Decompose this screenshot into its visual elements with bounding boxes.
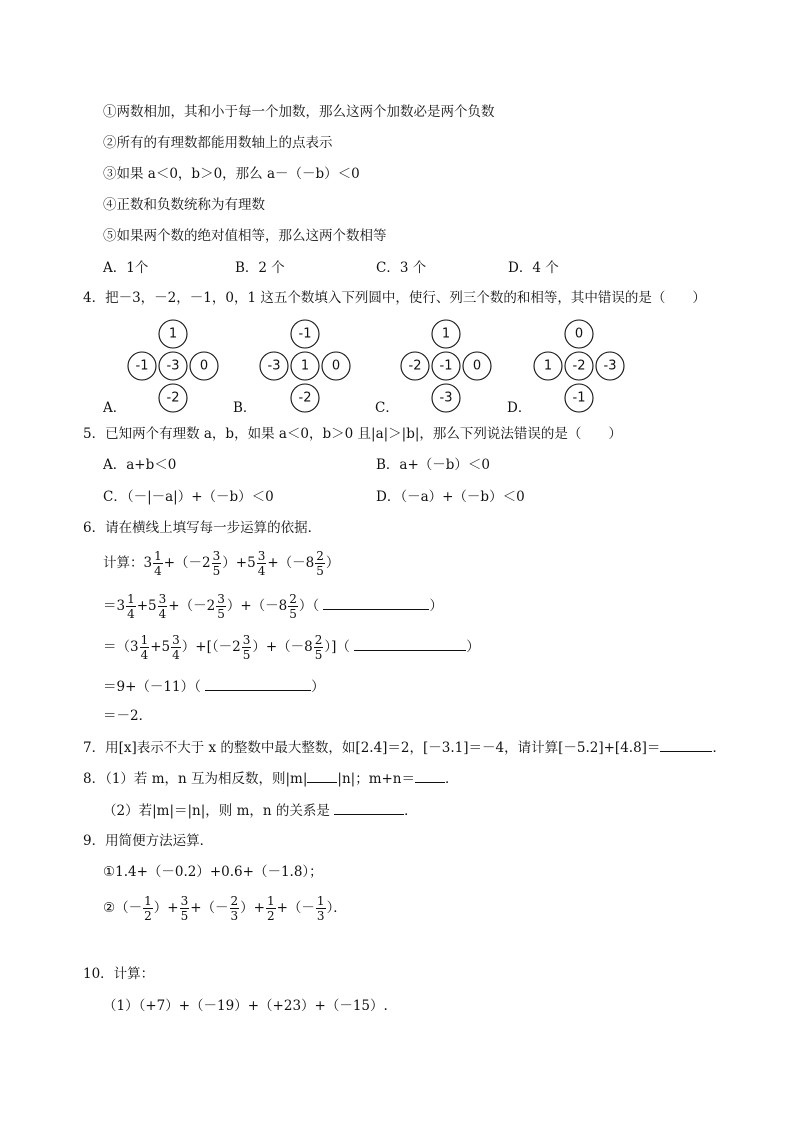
q3-option-d: D．4 个 [508, 260, 559, 276]
q8-part-2-text: （2）若|m|＝|n|，则 m，n 的关系是 [103, 803, 330, 819]
q10-item-1: （1）（+7）+（－19）+（+23）+（－15）. [103, 998, 388, 1014]
q9-stem: 9．用简便方法运算． [83, 833, 214, 849]
q4-figure-label: C． [375, 400, 399, 416]
circle-cross-diagram [258, 318, 352, 410]
q8-part-1-b: |n|；m+n＝ [337, 771, 416, 787]
svg-text:0: 0 [472, 358, 482, 374]
q5-option-c: C．（－|－a|）+（－b）＜0 [103, 489, 274, 505]
svg-text:-3: -3 [267, 358, 281, 374]
q7-blank[interactable] [660, 737, 712, 752]
svg-text:1: 1 [441, 326, 451, 342]
q8-part-1-a: 8．（1）若 m，n 互为相反数，则|m| [83, 771, 308, 787]
q8-part-2: （2）若|m|＝|n|，则 m，n 的关系是 ． [103, 800, 418, 821]
svg-text:-2: -2 [408, 358, 422, 374]
q6-step-3: ＝9+（－11）（ ） [103, 676, 325, 697]
step-3-blank[interactable] [205, 676, 311, 691]
svg-text:-1: -1 [572, 390, 586, 406]
calc-prefix: 计算： [103, 555, 144, 571]
step-2-blank[interactable] [354, 636, 466, 651]
q8-blank-1[interactable] [307, 768, 337, 783]
svg-text:0: 0 [574, 326, 584, 342]
svg-text:-3: -3 [166, 358, 180, 374]
q4-figure-label: D． [507, 400, 532, 416]
q4-figure-label: A． [103, 400, 127, 416]
q9-item-2: ②（－ $\frac{1}{2}$ ）+ $\frac{3}{5}$ +（－ $\frac{2}{3}$ ）+ $\frac{1}{2}$ +（－ $\frac{1}{3}$ ）． [103, 894, 347, 923]
q8-blank-2[interactable] [415, 768, 445, 783]
q8-blank-3[interactable] [334, 800, 404, 815]
q8-part-1: 8．（1）若 m，n 互为相反数，则|m| |n|；m+n＝ ． [83, 768, 459, 789]
svg-text:-1: -1 [135, 358, 149, 374]
q3-option-b: B．2 个 [235, 260, 285, 276]
q4-stem: 4．把－3，－2，－1，0，1 这五个数填入下列圆中，使行、列三个数的和相等，其中错误的是（ ） [83, 290, 706, 306]
svg-text:-1: -1 [298, 326, 312, 342]
svg-text:1: 1 [543, 358, 553, 374]
statement-3: ③如果 a＜0，b＞0，那么 a－（－b）＜0 [103, 166, 360, 182]
svg-text:1: 1 [168, 326, 178, 342]
q6-step-1: ＝3 $\frac{1}{4}$ +5 $\frac{3}{4}$ +（－2 $\frac{3}{5}$ ）+（－8 $\frac{2}{5}$ ）（ ） [103, 592, 443, 621]
q10-stem: 10．计算： [83, 966, 155, 982]
svg-text:-2: -2 [572, 358, 586, 374]
q6-stem: 6．请在横线上填写每一步运算的依据． [83, 520, 322, 536]
circle-cross-diagram [126, 318, 220, 410]
svg-text:-2: -2 [298, 390, 312, 406]
q3-option-c: C．3 个 [376, 260, 427, 276]
q9-item-1: ①1.4+（－0.2）+0.6+（－1.8）； [103, 864, 323, 880]
q4-figure-label: B． [233, 400, 257, 416]
q7-text: 7．用[x]表示不大于 x 的整数中最大整数，如[2.4]＝2，[－3.1]＝－4，请计算[－5.2]+[4.8]＝ [83, 740, 661, 756]
q3-option-a: A．1个 [103, 260, 149, 276]
svg-text:-2: -2 [166, 390, 180, 406]
circle-cross-diagram [532, 318, 626, 410]
svg-text:0: 0 [199, 358, 209, 374]
svg-text:0: 0 [331, 358, 341, 374]
q6-calc-line: 计算：3 $\frac{1}{4}$ +（－2 $\frac{3}{5}$ ）+5 $\frac{3}{4}$ +（－8 $\frac{2}{5}$ ） [103, 549, 340, 578]
q7-line: 7．用[x]表示不大于 x 的整数中最大整数，如[2.4]＝2，[－3.1]＝－4，请计算[－5.2]+[4.8]＝ ． [83, 737, 726, 758]
statement-5: ⑤如果两个数的绝对值相等，那么这两个数相等 [103, 228, 387, 244]
q6-result: ＝－2． [103, 708, 153, 724]
q5-option-b: B．a+（－b）＜0 [376, 457, 491, 473]
circle-cross-diagram [399, 318, 493, 410]
svg-text:-1: -1 [439, 358, 453, 374]
svg-text:-3: -3 [603, 358, 617, 374]
q6-step-2: ＝（3 $\frac{1}{4}$ +5 $\frac{3}{4}$ ）+[（－2 $\frac{3}{5}$ ）+（－8 $\frac{2}{5}$ ）]（ ） [103, 633, 480, 662]
statement-1: ①两数相加，其和小于每一个加数，那么这两个加数必是两个负数 [103, 104, 495, 120]
q5-option-d: D．（－a）+（－b）＜0 [376, 489, 525, 505]
svg-text:-3: -3 [439, 390, 453, 406]
step-1-blank[interactable] [323, 595, 429, 610]
svg-text:1: 1 [300, 358, 310, 374]
q5-stem: 5．已知两个有理数 a，b，如果 a＜0，b＞0 且|a|＞|b|，那么下列说法错误的是（ ） [83, 426, 622, 442]
statement-4: ④正数和负数统称为有理数 [103, 197, 265, 213]
q5-option-a: A．a+b＜0 [103, 457, 177, 473]
statement-2: ②所有的有理数都能用数轴上的点表示 [103, 135, 333, 151]
